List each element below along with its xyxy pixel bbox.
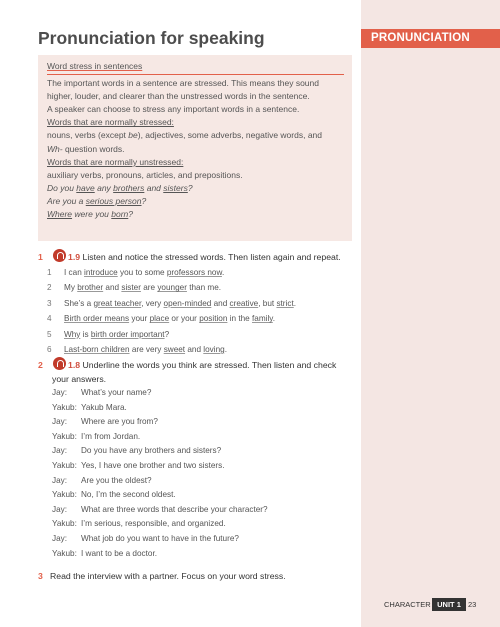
list-item (47, 342, 296, 357)
exercise-1-number: 1 (38, 252, 43, 262)
exercise-1-header (38, 250, 358, 264)
stressed-list: nouns, verbs (except be), adjectives, some adverbs, negative words, and (47, 130, 322, 141)
speaker-name: Yakub: (52, 519, 77, 529)
dialog-line (52, 430, 268, 445)
speaker-name: Jay: (52, 504, 68, 514)
box-divider (47, 74, 344, 75)
box-paragraph-line: higher, louder, and clearer than the unstressed words in the sentence. (47, 91, 310, 102)
speaker-name: Yakub: (52, 460, 77, 470)
dialog-text: Do you have any brothers and sisters? (81, 446, 222, 456)
dialog-line (52, 474, 268, 489)
footer-section: CHARACTER (384, 600, 431, 609)
dialog-line (52, 547, 268, 562)
box-paragraph-line: The important words in a sentence are stressed. This means they sound (47, 78, 319, 89)
dialog-text: I’m serious, responsible, and organized. (81, 519, 226, 529)
item-number: 4 (47, 314, 52, 324)
dialog-line (52, 386, 268, 401)
box-heading: Word stress in sentences (47, 61, 143, 71)
dialog-line (52, 532, 268, 547)
audio-play-icon[interactable] (53, 249, 66, 262)
item-sentence: Why is birth order important? (64, 329, 170, 339)
exercise-3-number: 3 (38, 571, 43, 581)
dialog-text: Yakub Mara. (81, 402, 127, 412)
exercise-2-header (38, 358, 358, 386)
list-item (47, 265, 296, 280)
exercise-2-instruction: Underline the words you think are stressed. Then listen and check (80, 360, 337, 370)
speaker-name: Yakub: (52, 490, 77, 500)
exercise-2-instruction-cont: your answers. (52, 374, 107, 384)
list-item (47, 311, 296, 326)
dialog-line (52, 459, 268, 474)
interview-dialog (52, 386, 268, 561)
item-sentence: I can introduce you to some professors now. (64, 268, 225, 277)
item-number: 1 (47, 268, 52, 277)
exercise-3-header (38, 569, 358, 583)
dialog-line (52, 503, 268, 518)
audio-play-icon[interactable] (53, 357, 66, 370)
exercise-2-number: 2 (38, 360, 43, 370)
exercise-1-instruction: Listen and notice the stressed words. Then listen again and repeat. (80, 252, 341, 262)
item-sentence: Birth order means your place or your position in the family. (64, 314, 276, 324)
track-number: 1.8 (68, 360, 81, 370)
page-title: Pronunciation for speaking (38, 28, 265, 48)
speaker-name: Jay: (52, 446, 68, 456)
stressed-list-cont: Wh- question words. (47, 143, 125, 154)
speaker-name: Jay: (52, 417, 68, 427)
dialog-text: What are three words that describe your character? (81, 504, 268, 514)
unstressed-heading: Words that are normally unstressed: (47, 156, 184, 167)
speaker-name: Jay: (52, 388, 68, 397)
item-sentence: Last-born children are very sweet and loving. (64, 345, 227, 355)
box-example-2: Are you a serious person? (47, 195, 147, 206)
box-example-1: Do you have any brothers and sisters? (47, 182, 193, 193)
section-label (361, 29, 500, 48)
speaker-name: Yakub: (52, 431, 77, 441)
dialog-line (52, 517, 268, 532)
page-number: 23 (468, 600, 477, 609)
dialog-line (52, 401, 268, 416)
speaker-name: Jay: (52, 475, 68, 485)
dialog-line (52, 444, 268, 459)
side-panel (361, 0, 500, 627)
item-sentence: She’s a great teacher, very open-minded and creative, but strict. (64, 298, 297, 308)
stressed-heading: Words that are normally stressed: (47, 117, 174, 128)
track-number: 1.9 (68, 252, 81, 262)
item-number: 6 (47, 345, 52, 355)
footer-unit: UNIT 1 (432, 598, 466, 611)
dialog-text: What’s your name? (81, 388, 152, 397)
item-number: 2 (47, 283, 52, 293)
dialog-text: I want to be a doctor. (81, 548, 158, 558)
exercise-3-instruction: Read the interview with a partner. Focus on your word stress. (50, 571, 286, 581)
dialog-text: Yes, I have one brother and two sisters. (81, 460, 225, 470)
list-item (47, 296, 296, 311)
section-label-text: PRONUNCIATION (371, 32, 470, 44)
speaker-name: Yakub: (52, 548, 77, 558)
dialog-text: No, I’m the second oldest. (81, 490, 176, 500)
item-number: 3 (47, 298, 52, 308)
dialog-text: Are you the oldest? (81, 475, 152, 485)
sentence-list (47, 265, 296, 357)
list-item (47, 327, 296, 342)
speaker-name: Jay: (52, 533, 68, 543)
item-sentence: My brother and sister are younger than me. (64, 283, 222, 293)
item-number: 5 (47, 329, 52, 339)
list-item (47, 280, 296, 295)
speaker-name: Yakub: (52, 402, 77, 412)
dialog-text: What job do you want to have in the future? (81, 533, 239, 543)
box-example-3: Where were you born? (47, 209, 134, 220)
dialog-text: I’m from Jordan. (81, 431, 141, 441)
word-stress-box (38, 55, 352, 241)
dialog-line (52, 415, 268, 430)
unstressed-list: auxiliary verbs, pronouns, articles, and prepositions. (47, 169, 243, 180)
dialog-line (52, 488, 268, 503)
dialog-text: Where are you from? (81, 417, 158, 427)
box-paragraph-line: A speaker can choose to stress any important words in a sentence. (47, 104, 300, 115)
